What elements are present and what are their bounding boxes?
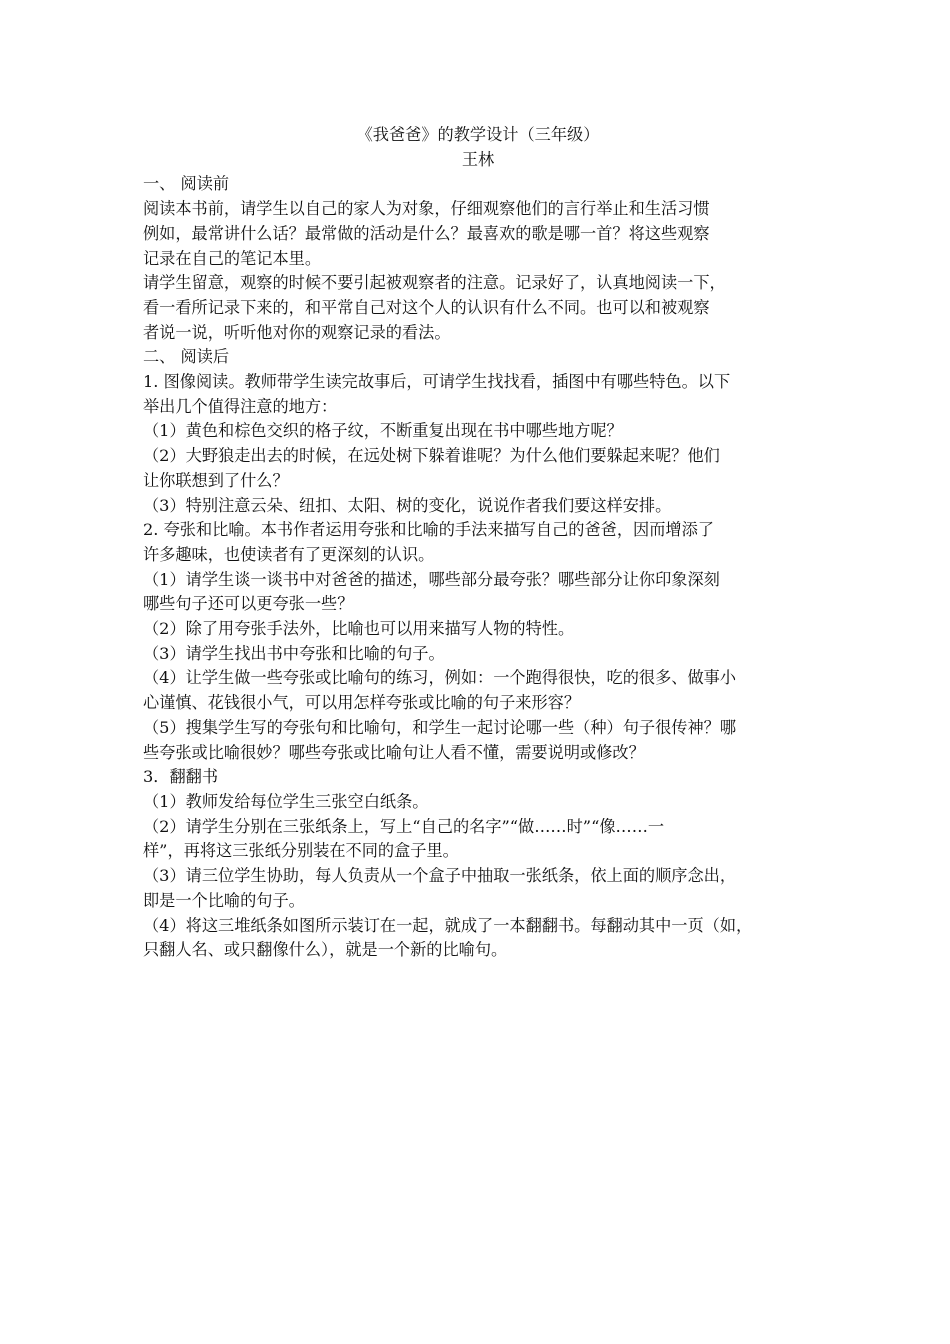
list-item-line: （4）让学生做一些夸张或比喻句的练习，例如：一个跑得很快，吃的很多、做事小 (143, 668, 737, 688)
paragraph-line: 阅读本书前，请学生以自己的家人为对象，仔细观察他们的言行举止和生活习惯 (143, 199, 710, 219)
list-item-line: （2）除了用夸张手法外，比喻也可以用来描写人物的特性。 (143, 619, 575, 639)
document-title: 《我爸爸》的教学设计（三年级） (356, 125, 600, 144)
list-item-line: 举出几个值得注意的地方： (143, 396, 338, 416)
list-item-line: （4）将这三堆纸条如图所示装订在一起，就成了一本翻翻书。每翻动其中一页（如， (143, 915, 753, 935)
list-item-line: 只翻人名、或只翻像什么），就是一个新的比喻句。 (143, 940, 508, 960)
document-page (143, 123, 813, 963)
paragraph-line: 请学生留意，观察的时候不要引起被观察者的注意。记录好了，认真地阅读一下， (143, 273, 726, 293)
paragraph-line: 者说一说，听听他对你的观察记录的看法。 (143, 322, 451, 342)
list-item-line: 3．翻翻书 (143, 767, 219, 787)
list-item-line: （1）黄色和棕色交织的格子纹，不断重复出现在书中哪些地方呢？ (143, 421, 623, 441)
list-item-line: 样”，再将这三张纸分别装在不同的盒子里。 (143, 841, 459, 861)
list-item-line: （3）请三位学生协助，每人负责从一个盒子中抽取一张纸条，依上面的顺序念出， (143, 866, 737, 886)
list-item-line: 1. 图像阅读。教师带学生读完故事后，可请学生找找看，插图中有哪些特色。以下 (143, 372, 731, 392)
section-heading-after-reading: 二、 阅读后 (143, 347, 230, 367)
list-item-line: 让你联想到了什么？ (143, 470, 289, 490)
list-item-line: （2）大野狼走出去的时候，在远处树下躲着谁呢？为什么他们要躲起来呢？他们 (143, 446, 720, 466)
list-item-line: （5）搜集学生写的夸张句和比喻句，和学生一起讨论哪一些（种）句子很传神？哪 (143, 717, 737, 737)
list-item-line: （3）特别注意云朵、纽扣、太阳、树的变化，说说作者我们要这样安排。 (143, 495, 672, 515)
list-item-line: 即是一个比喻的句子。 (143, 890, 305, 910)
list-item-line: 心谨慎、花钱很小气，可以用怎样夸张或比喻的句子来形容？ (143, 693, 581, 713)
list-item-line: 2. 夸张和比喻。本书作者运用夸张和比喻的手法来描写自己的爸爸，因而增添了 (143, 520, 714, 540)
list-item-line: （1）教师发给每位学生三张空白纸条。 (143, 791, 429, 811)
paragraph-line: 记录在自己的笔记本里。 (143, 248, 322, 268)
list-item-line: （2）请学生分别在三张纸条上，写上“自己的名字”“做……时”“像……一 (143, 816, 665, 836)
paragraph-line: 看一看所记录下来的，和平常自己对这个人的认识有什么不同。也可以和被观察 (143, 297, 710, 317)
list-item-line: （3）请学生找出书中夸张和比喻的句子。 (143, 643, 445, 663)
document-author: 王林 (461, 149, 495, 169)
paragraph-line: 例如，最常讲什么话？最常做的活动是什么？最喜欢的歌是哪一首？将这些观察 (143, 223, 710, 243)
list-item-line: （1）请学生谈一谈书中对爸爸的描述，哪些部分最夸张？哪些部分让你印象深刻 (143, 569, 720, 589)
list-item-line: 哪些句子还可以更夸张一些？ (143, 594, 354, 614)
list-item-line: 许多趣味，也使读者有了更深刻的认识。 (143, 544, 435, 564)
list-item-line: 些夸张或比喻很妙？哪些夸张或比喻句让人看不懂，需要说明或修改？ (143, 742, 645, 762)
section-heading-before-reading: 一、 阅读前 (143, 174, 230, 194)
